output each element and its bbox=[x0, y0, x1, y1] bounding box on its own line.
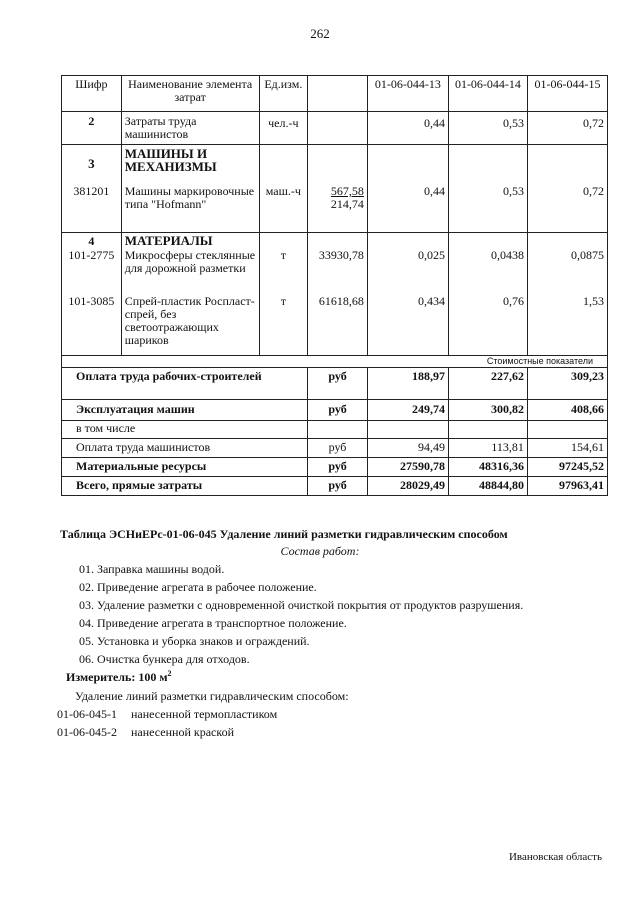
measure-label: Измеритель: 100 $м^2$ bbox=[66, 669, 172, 684]
cost-row-including: в том числе bbox=[62, 421, 608, 439]
section-title: Таблица ЭСНиЕРс-01-06-045 Удаление линий разметки гидравлическим способом bbox=[60, 527, 508, 541]
cost-row-total: Всего, прямые затраты руб 28029,49 48844,80 97963,41 bbox=[62, 477, 608, 496]
table-row: 101-3085 Спрей-пластик Роспласт-спрей, без светоотражающих шариков т 61618,68 0,434 0,76 1,53 bbox=[62, 295, 608, 356]
section-row-materials: 4 МАТЕРИАЛЫ bbox=[62, 233, 608, 250]
table-row: 2 Затраты труда машинистов чел.-ч 0,44 0,53 0,72 bbox=[62, 112, 608, 145]
item-text: нанесенной краской bbox=[131, 725, 234, 739]
table-header-row bbox=[62, 76, 608, 112]
section-row-machines: 3 МАШИНЫ И МЕХАНИЗМЫ bbox=[62, 145, 608, 186]
header-name: Наименование элемента затрат bbox=[121, 76, 259, 112]
item-text: нанесенной термопластиком bbox=[131, 707, 278, 721]
header-price bbox=[308, 76, 368, 112]
section-subtitle: Состав работ: bbox=[280, 544, 360, 558]
header-col-14: 01-06-044-14 bbox=[448, 76, 527, 112]
work-item: 04. Приведение агрегата в транспортное положение. bbox=[79, 616, 347, 630]
item-code: 01-06-045-2 bbox=[57, 725, 117, 739]
work-item: 03. Удаление разметки с одновременной очисткой покрытия от продуктов разрушения. bbox=[79, 598, 524, 612]
work-item: 01. Заправка машины водой. bbox=[79, 562, 225, 576]
table-row: 101-2775 Микросферы стеклянные для дорожной разметки т 33930,78 0,025 0,0438 0,0875 bbox=[62, 249, 608, 295]
page-number: 262 bbox=[310, 26, 330, 41]
cost-row-materials: Материальные ресурсы руб 27590,78 48316,36 97245,52 bbox=[62, 458, 608, 477]
cost-row-machines: Эксплуатация машин руб 249,74 300,82 408,66 bbox=[62, 400, 608, 421]
item-code: 01-06-045-1 bbox=[57, 707, 117, 721]
cost-caption-row: Стоимостные показатели bbox=[62, 356, 608, 368]
header-unit: Ед.изм. bbox=[259, 76, 308, 112]
work-item: 05. Установка и уборка знаков и ограждений. bbox=[79, 634, 310, 648]
header-col-15: 01-06-044-15 bbox=[527, 76, 607, 112]
cost-row-operator-labor: Оплата труда машинистов руб 94,49 113,81 154,61 bbox=[62, 439, 608, 458]
work-item: 02. Приведение агрегата в рабочее положение. bbox=[79, 580, 317, 594]
footer-region: Ивановская область bbox=[508, 851, 602, 863]
work-item: 06. Очистка бункера для отходов. bbox=[79, 652, 250, 666]
resource-table bbox=[61, 75, 608, 496]
table-row: 381201 Машины маркировочные типа "Hofmann" маш.-ч 567,58 214,74 0,44 0,53 0,72 bbox=[62, 185, 608, 233]
header-code: Шифр bbox=[62, 76, 122, 112]
cost-row-labor: Оплата труда рабочих-строителей руб 188,97 227,62 309,23 bbox=[62, 368, 608, 400]
measure-intro: Удаление линий разметки гидравлическим способом: bbox=[75, 689, 349, 703]
header-col-13: 01-06-044-13 bbox=[367, 76, 448, 112]
